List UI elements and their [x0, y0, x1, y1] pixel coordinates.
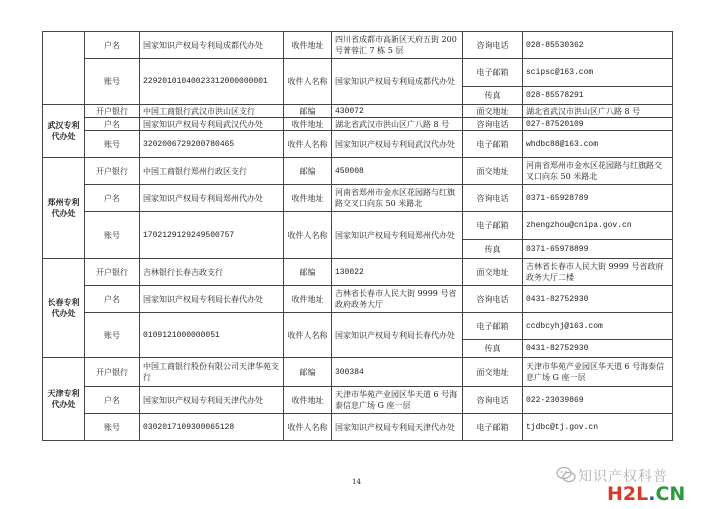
tianjin-email: tjdbc@tj.gov.cn: [523, 414, 673, 441]
zhengzhou-row-account: [43, 212, 673, 240]
tianjin-row-account: [43, 414, 673, 441]
changchun-mail-address: 吉林省长春市人民大街 9999 号省政府政务大厅: [332, 286, 463, 313]
tianjin-mail-address: 天津市华苑产业园区华天道 6 号海泰信息广场 G 座一层: [332, 387, 463, 414]
label-email: 电子邮箱: [463, 414, 523, 441]
label-office-address: 面交地址: [463, 105, 523, 118]
zhengzhou-phone: 0371-65928789: [523, 185, 673, 212]
zhengzhou-holder: 国家知识产权局专利局郑州代办处: [140, 185, 284, 212]
label-recipient: 收件人名称: [284, 212, 332, 259]
zhengzhou-mail-address: 河南省郑州市金水区花园路与红旗路交叉口向东 50 米路北: [332, 185, 463, 212]
changchun-row-holder: [43, 286, 673, 313]
zhengzhou-recipient: 国家知识产权局专利局郑州代办处: [332, 212, 463, 259]
chengdu-fax: 028-85578291: [523, 87, 673, 105]
wuhan-row-bank: [43, 105, 673, 118]
changchun-phone: 0431-82752930: [523, 286, 673, 313]
label-mail-address: 收件地址: [284, 118, 332, 131]
zhengzhou-row-holder: [43, 185, 673, 212]
label-recipient: 收件人名称: [284, 59, 332, 105]
chengdu-email: scipsc@163.com: [523, 59, 673, 87]
label-office-address: 面交地址: [463, 158, 523, 185]
tianjin-row-bank: [43, 358, 673, 387]
changchun-postcode: 130022: [332, 259, 463, 286]
wuhan-holder: 国家知识产权局专利局武汉代办处: [140, 118, 284, 131]
wuhan-account: 3202006729200780465: [140, 131, 284, 158]
label-holder: 户名: [85, 387, 140, 414]
chengdu-row-holder: [43, 32, 673, 59]
label-postcode: 邮编: [284, 358, 332, 387]
tianjin-account: 0302017109300065128: [140, 414, 284, 441]
label-mail-address: 收件地址: [284, 32, 332, 59]
wuhan-postcode: 430072: [332, 105, 463, 118]
tianjin-bank: 中国工商银行股份有限公司天津华苑支行: [140, 358, 284, 387]
page-number: 14: [352, 478, 361, 486]
wuhan-bank: 中国工商银行武汉市洪山区支行: [140, 105, 284, 118]
label-email: 电子邮箱: [463, 131, 523, 158]
zhengzhou-fax: 0371-65978899: [523, 240, 673, 259]
wuhan-recipient: 国家知识产权局专利局武汉代办处: [332, 131, 463, 158]
site-logo-part-b: CN: [655, 483, 686, 505]
label-postcode: 邮编: [284, 259, 332, 286]
chengdu-phone: 028-85530362: [523, 32, 673, 59]
chengdu-holder: 国家知识产权局专利局成都代办处: [140, 32, 284, 59]
site-logo-part-a: H2L: [607, 483, 649, 505]
label-bank: 开户银行: [85, 358, 140, 387]
changchun-office-address: 吉林省长春市人民大街 9999 号省政府政务大厅二楼: [523, 259, 673, 286]
changchun-fax: 0431-82752930: [523, 340, 673, 358]
zhengzhou-office-name: 郑州专利代办处: [43, 158, 85, 259]
label-phone: 咨询电话: [463, 185, 523, 212]
changchun-row-bank: [43, 259, 673, 286]
label-bank: 开户银行: [85, 158, 140, 185]
label-holder: 户名: [85, 32, 140, 59]
label-holder: 户名: [85, 185, 140, 212]
label-bank: 开户银行: [85, 259, 140, 286]
label-phone: 咨询电话: [463, 286, 523, 313]
zhengzhou-office-address: 河南省郑州市金水区花园路与红旗路交叉口向东 50 米路北: [523, 158, 673, 185]
wuhan-row-account: [43, 131, 673, 158]
label-mail-address: 收件地址: [284, 185, 332, 212]
chengdu-office-cell: [43, 32, 85, 105]
label-postcode: 邮编: [284, 158, 332, 185]
label-email: 电子邮箱: [463, 313, 523, 340]
label-holder: 户名: [85, 118, 140, 131]
label-fax: 传真: [463, 340, 523, 358]
zhengzhou-email: zhengzhou@cnipa.gov.cn: [523, 212, 673, 240]
changchun-row-account: [43, 313, 673, 340]
changchun-bank: 吉林银行长春吉政支行: [140, 259, 284, 286]
agency-table: [42, 31, 673, 441]
label-account: 账号: [85, 212, 140, 259]
changchun-email: ccdbcyhj@163.com: [523, 313, 673, 340]
tianjin-postcode: 300384: [332, 358, 463, 387]
site-logo: [607, 483, 685, 505]
changchun-recipient: 国家知识产权局专利局长春代办处: [332, 313, 463, 358]
label-phone: 咨询电话: [463, 32, 523, 59]
zhengzhou-account: 1702129129249500757: [140, 212, 284, 259]
zhengzhou-bank: 中国工商银行郑州行政区支行: [140, 158, 284, 185]
chengdu-recipient: 国家知识产权局专利局成都代办处: [332, 59, 463, 105]
label-account: 账号: [85, 414, 140, 441]
zhengzhou-postcode: 450008: [332, 158, 463, 185]
tianjin-office-name: 天津专利代办处: [43, 358, 85, 441]
label-account: 账号: [85, 313, 140, 358]
label-office-address: 面交地址: [463, 259, 523, 286]
tianjin-office-address: 天津市华苑产业园区华天道 6 号海泰信息广场 G 座一层: [523, 358, 673, 387]
label-email: 电子邮箱: [463, 212, 523, 240]
wuhan-phone: 027-87520109: [523, 118, 673, 131]
wechat-icon: [556, 466, 576, 484]
changchun-holder: 国家知识产权局专利局长春代办处: [140, 286, 284, 313]
label-postcode: 邮编: [284, 105, 332, 118]
wuhan-email: whdbc88@163.com: [523, 131, 673, 158]
wuhan-row-holder: [43, 118, 673, 131]
label-recipient: 收件人名称: [284, 414, 332, 441]
tianjin-row-holder: [43, 387, 673, 414]
label-fax: 传真: [463, 240, 523, 259]
wuhan-mail-address: 湖北省武汉市洪山区广八路 8 号: [332, 118, 463, 131]
wuhan-office-name: 武汉专利代办处: [43, 105, 85, 158]
label-phone: 咨询电话: [463, 118, 523, 131]
zhengzhou-row-bank: [43, 158, 673, 185]
watermark-text: 知识产权科普: [578, 469, 668, 485]
label-mail-address: 收件地址: [284, 286, 332, 313]
tianjin-holder: 国家知识产权局专利局天津代办处: [140, 387, 284, 414]
label-holder: 户名: [85, 286, 140, 313]
site-logo-dot: .: [648, 483, 656, 505]
label-fax: 传真: [463, 87, 523, 105]
label-mail-address: 收件地址: [284, 387, 332, 414]
label-recipient: 收件人名称: [284, 131, 332, 158]
label-account: 账号: [85, 59, 140, 105]
label-recipient: 收件人名称: [284, 313, 332, 358]
label-bank: 开户银行: [85, 105, 140, 118]
wuhan-office-address: 湖北省武汉市洪山区广八路 8 号: [523, 105, 673, 118]
chengdu-row-account: [43, 59, 673, 87]
changchun-office-name: 长春专利代办处: [43, 259, 85, 358]
label-phone: 咨询电话: [463, 387, 523, 414]
chengdu-account: 22920101040023312000000001: [140, 59, 284, 105]
changchun-account: 0109121000000051: [140, 313, 284, 358]
chengdu-mail-address: 四川省成都市高新区天府五街 200 号菁蓉汇 7 栋 5 层: [332, 32, 463, 59]
label-email: 电子邮箱: [463, 59, 523, 87]
label-account: 账号: [85, 131, 140, 158]
tianjin-recipient: 国家知识产权局专利局天津代办处: [332, 414, 463, 441]
tianjin-phone: 022-23039869: [523, 387, 673, 414]
label-office-address: 面交地址: [463, 358, 523, 387]
watermark: [556, 466, 718, 509]
